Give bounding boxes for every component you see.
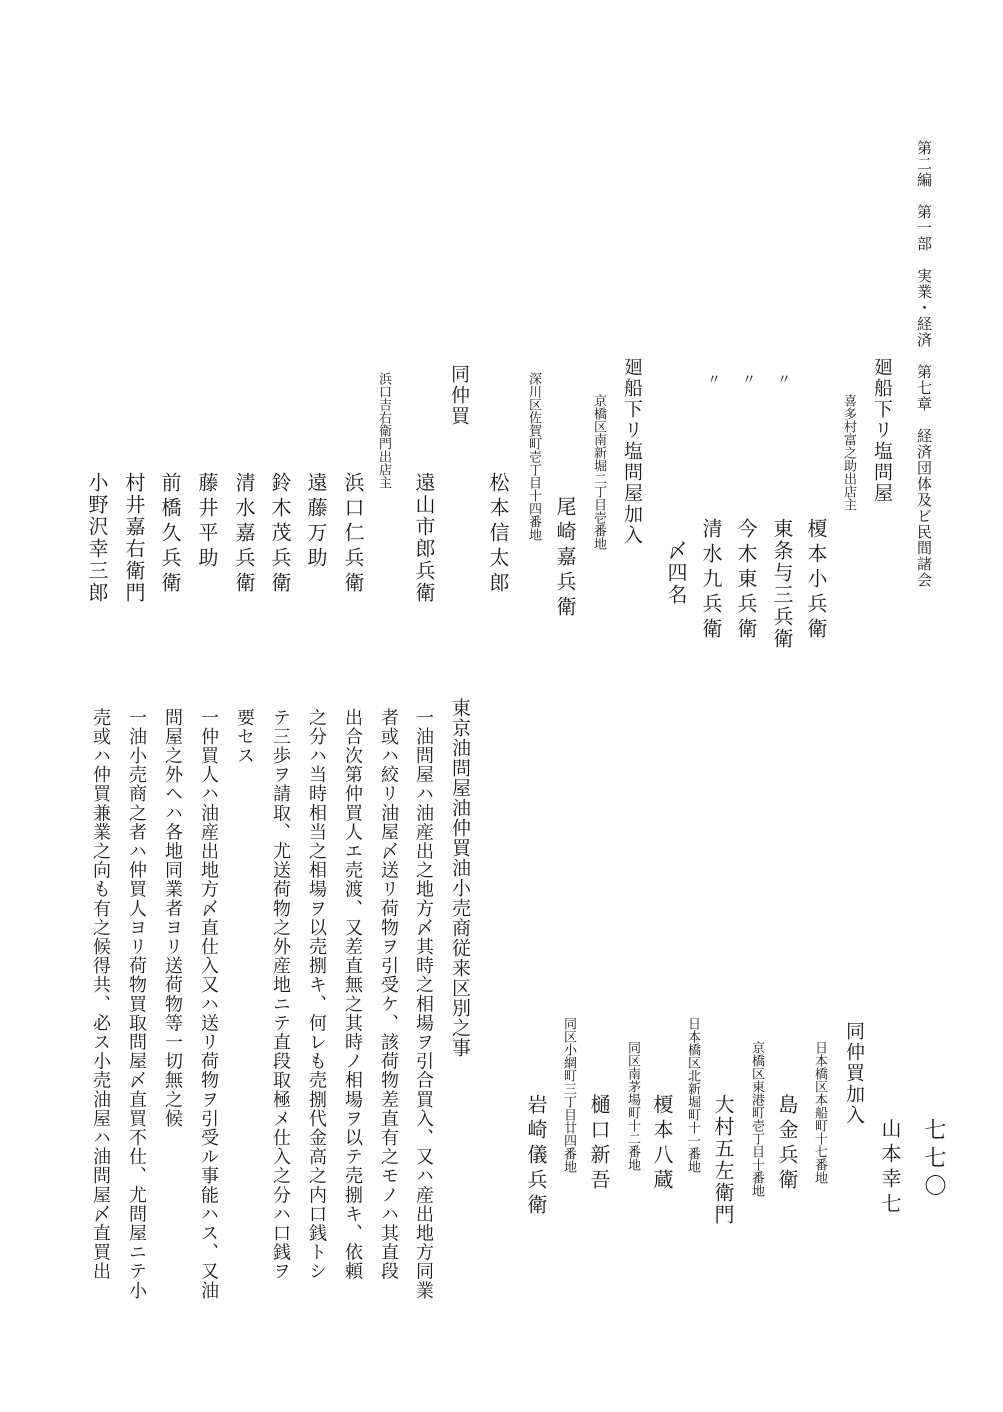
article-line: 一油小売商之者ハ仲買人ヨリ荷物買取問屋〆直買不仕、尤問屋ニテ小 (126, 708, 147, 1301)
group4-address-4: 日本橋区北新堀町十一番地 (685, 1017, 700, 1173)
group1-count: 〆四名 (664, 540, 688, 606)
group4-address-3: 京橋区東港町壱丁目十番地 (749, 1041, 764, 1197)
article-heading: 東京油問屋油仲買油小売商従来区別之事 (449, 698, 471, 1058)
group1-name-4: 清水九兵衛 (699, 518, 723, 643)
group4-name-3: 大村五左衛門 (711, 1094, 735, 1226)
article-line: テ三歩ヲ請取、尤送荷物之外産地ニテ直段取極メ仕入之分ハ口銭ヲ (270, 708, 291, 1281)
group2-address-1: 京橋区南新堀二丁目壱番地 (591, 394, 606, 550)
ditto-mark: 〃 (740, 372, 756, 386)
group3-name-5: 清水嘉兵衛 (232, 472, 256, 597)
group1-title: 廻船下リ塩問屋 (871, 357, 893, 504)
group4-address-5: 同区南茅場町十二番地 (625, 1041, 640, 1171)
article-line: 問屋之外ヘハ各地同業者ヨリ送荷物等一切無之候 (162, 708, 183, 1129)
group4-title: 同仲買加入 (843, 1021, 865, 1126)
group3-title: 同仲買 (448, 364, 470, 427)
group2-title: 廻船下リ塩問屋加入 (621, 357, 643, 546)
group3-name-8: 村井嘉右衛門 (122, 472, 146, 604)
article-line: 出合次第仲買人エ売渡、又差直無之其時ノ相場ヲ以テ売捌キ、依頼 (342, 708, 363, 1281)
page-number: 七七〇 (921, 1118, 946, 1202)
group3-name-6: 藤井平助 (195, 472, 219, 572)
group2-address-2: 深川区佐賀町壱丁目十四番地 (526, 372, 541, 541)
running-header: 第二編 第一部 実業・経済 第七章 経済団体及ビ民間諸会 (915, 140, 933, 588)
group3-name-2: 浜口仁兵衛 (341, 472, 365, 597)
group2-name-2: 松本信太郎 (486, 472, 510, 597)
group1-address: 喜多村富之助出店主 (841, 394, 856, 511)
group4-address-6: 同区小網町三丁目廿四番地 (561, 1017, 576, 1173)
article-line: 者或ハ絞リ油屋〆送リ荷物ヲ引受ケ、該荷物差直有之モノハ其直段 (378, 708, 399, 1281)
article-line: 要セス (234, 708, 255, 766)
group3-name-1: 遠山市郎兵衛 (412, 472, 436, 604)
ditto-mark: 〃 (705, 372, 721, 386)
article-line: 一油問屋ハ油産出之地方〆其時之相場ヲ引合買入、又ハ産出地方同業 (413, 708, 434, 1301)
group4-name-5: 樋口新吾 (587, 1094, 611, 1194)
group1-name-2: 東条与三兵衛 (770, 518, 794, 650)
group4-name-1: 山本幸七 (878, 1118, 902, 1218)
group1-name-3: 今木東兵衛 (734, 518, 758, 643)
ditto-mark: 〃 (775, 372, 791, 386)
article-line: 一仲買人ハ油産出地方〆直仕入又ハ送リ荷物ヲ引受ル事能ハス、又油 (198, 708, 219, 1301)
group3-name-7: 前橋久兵衛 (158, 472, 182, 597)
group4-name-2: 島金兵衛 (775, 1094, 799, 1194)
group4-name-6: 岩崎儀兵衛 (524, 1094, 548, 1219)
article-line: 売或ハ仲買兼業之向も有之候得共、必ス小売油屋ハ油問屋〆直買出 (90, 708, 111, 1281)
group4-address-2: 日本橋区本船町十七番地 (812, 1041, 827, 1184)
group2-name-1: 尾崎嘉兵衛 (553, 496, 577, 621)
group4-name-4: 榎本八蔵 (650, 1094, 674, 1194)
group1-name-1: 榎本小兵衛 (804, 518, 828, 643)
group3-name-4: 鈴木茂兵衛 (268, 472, 292, 597)
group3-name-3: 遠藤万助 (304, 472, 328, 572)
group3-name-9: 小野沢幸三郎 (85, 472, 109, 604)
article-line: 之分ハ当時相当之相場ヲ以売捌キ、何レも売捌代金高之内口銭トシ (306, 708, 327, 1281)
group3-address-2: 浜口吉右衛門出店主 (376, 372, 391, 489)
